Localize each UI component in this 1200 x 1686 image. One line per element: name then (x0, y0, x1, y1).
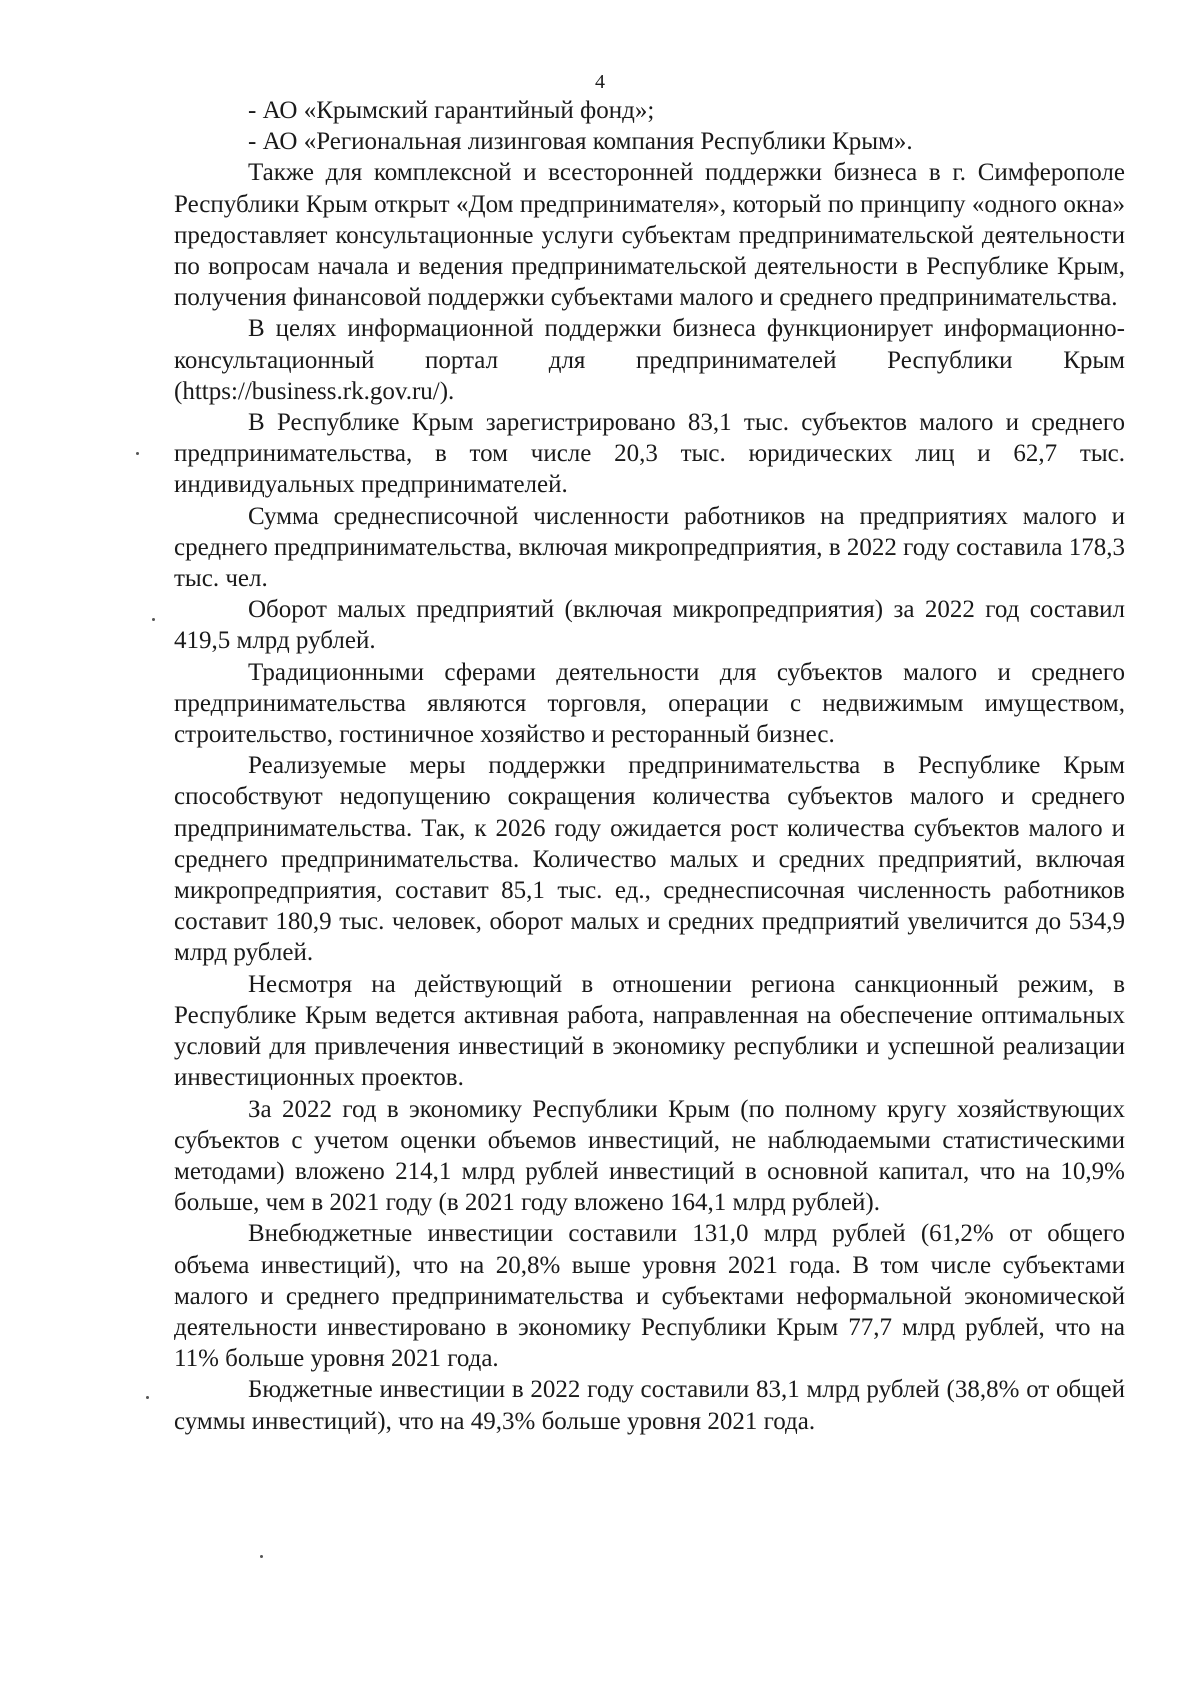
scan-speck (152, 618, 155, 621)
paragraph-entrepreneur-house: Также для комплексной и всесторонней поддержки бизнеса в г. Симферополе Республики Крым открыт «Дом предпринимателя», который по принципу «одного окна» предоставляет консультационные услуги субъектам предпринимательской деятельности по вопросам начала и ведения предпринимательской деятельности в Республике Крым, получения финансовой поддержки субъектами малого и среднего предпринимательства. (174, 159, 1125, 312)
paragraph-traditional-spheres: Традиционными сферами деятельности для субъектов малого и среднего предпринимательства являются торговля, операции с недвижимым имуществом, строительство, гостиничное хозяйство и ресторанный бизнес. (174, 658, 1125, 749)
scan-speck (146, 1396, 149, 1399)
paragraph-registered-subjects: В Республике Крым зарегистрировано 83,1 тыс. субъектов малого и среднего предпринимательства, в том числе 20,3 тыс. юридических лиц и 62,7 тыс. индивидуальных предпринимателей. (174, 409, 1125, 499)
paragraph-info-portal: В целях информационной поддержки бизнеса функционирует информационно-консультационный портал для предпринимателей Республики Крым (https://business.rk.gov.ru/). (174, 315, 1125, 405)
scan-speck (136, 452, 139, 455)
list-item-leasing-company: - АО «Региональная лизинговая компания Республики Крым». (248, 128, 913, 156)
scan-speck (260, 1555, 263, 1558)
page-number: 4 (595, 71, 605, 93)
paragraph-sanctions: Несмотря на действующий в отношении региона санкционный режим, в Республике Крым ведется активная работа, направленная на обеспечение оптимальных условий для привлечения инвестиций в экономику республики и успешной реализации инвестиционных проектов. (174, 970, 1125, 1092)
paragraph-investments-2022: За 2022 год в экономику Республики Крым (по полному кругу хозяйствующих субъектов с учетом оценки объемов инвестиций, не наблюдаемыми статистическими методами) вложено 214,1 млрд рублей инвестиций в основной капитал, что на 10,9% больше, чем в 2021 году (в 2021 году вложено 164,1 млрд рублей). (174, 1095, 1125, 1217)
paragraph-budget-investments: Бюджетные инвестиции в 2022 году составили 83,1 млрд рублей (38,8% от общей суммы инвестиций), что на 49,3% больше уровня 2021 года. (174, 1376, 1125, 1435)
document-body (174, 95, 1125, 1437)
paragraph-employee-count: Сумма среднесписочной численности работников на предприятиях малого и среднего предпринимательства, включая микропредприятия, в 2022 году составила 178,3 тыс. чел. (174, 502, 1125, 593)
paragraph-extrabudget-investments: Внебюджетные инвестиции составили 131,0 млрд рублей (61,2% от общего объема инвестиций), что на 20,8% выше уровня 2021 года. В том числе субъектами малого и среднего предпринимательства и субъектами неформальной экономической деятельности инвестировано в экономику Республики Крым 77,7 млрд рублей, что на 11% больше уровня 2021 года. (174, 1220, 1125, 1373)
paragraph-turnover: Оборот малых предприятий (включая микропредприятия) за 2022 год составил 419,5 млрд рублей. (174, 596, 1125, 655)
paragraph-support-measures: Реализуемые меры поддержки предпринимательства в Республике Крым способствуют недопущению сокращения количества субъектов малого и среднего предпринимательства. Так, к 2026 году ожидается рост количества субъектов малого и среднего предпринимательства. Количество малых и средних предприятий, включая микропредприятия, составит 85,1 тыс. ед., среднесписочная численность работников составит 180,9 тыс. человек, оборот малых и средних предприятий увеличится до 534,9 млрд рублей. (174, 752, 1125, 967)
list-item-guarantee-fund: - АО «Крымский гарантийный фонд»; (248, 97, 655, 124)
